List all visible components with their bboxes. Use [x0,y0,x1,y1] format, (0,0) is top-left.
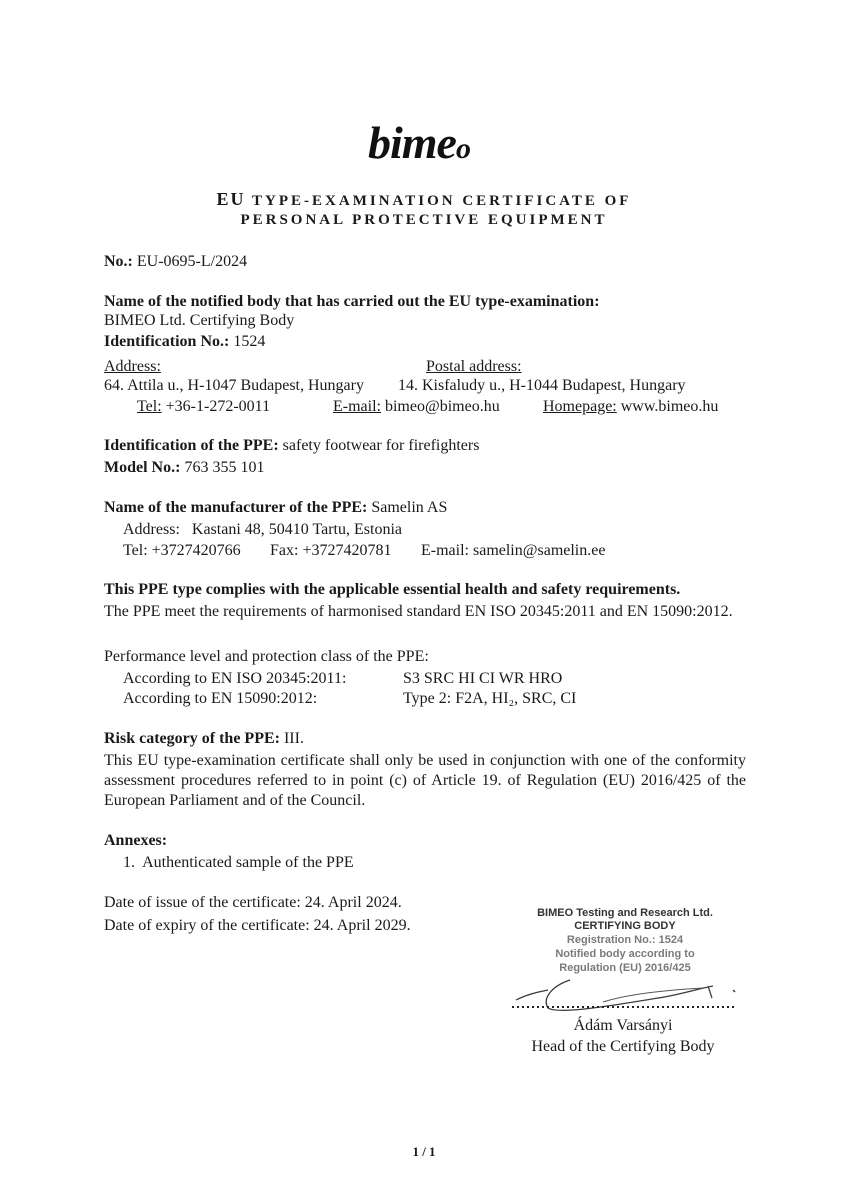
manufacturer-name: Name of the manufacturer of the PPE: Samelin AS [104,499,448,516]
performance-standard-1: According to EN ISO 20345:2011: [123,670,347,687]
address-label: Address: [104,358,161,375]
bimeo-logo: bimeo [368,117,470,168]
identification-number: Identification No.: 1524 [104,333,266,350]
stamp-line-1: BIMEO Testing and Research Ltd. [537,907,713,919]
compliance-text: The PPE meet the requirements of harmonised standard EN ISO 20345:2011 and EN 15090:2012. [104,603,733,620]
expiry-date: Date of expiry of the certificate: 24. April 2029. [104,917,411,934]
homepage: Homepage: www.bimeo.hu [543,398,719,415]
notified-body-heading: Name of the notified body that has carried out the EU type-examination: [104,293,600,310]
performance-standard-2: According to EN 15090:2012: [123,690,318,707]
ppe-identification: Identification of the PPE: safety footwear for firefighters [104,437,480,454]
signature-icon [508,968,748,1020]
postal-address-label: Postal address: [426,358,522,375]
signatory-name: Ádám Varsányi [573,1017,673,1034]
performance-value-1: S3 SRC HI CI WR HRO [403,670,563,687]
certificate-title-line2: PERSONAL PROTECTIVE EQUIPMENT [240,212,608,228]
performance-label: Performance level and protection class of the PPE: [104,648,429,665]
certificate-number: No.: EU-0695-L/2024 [104,253,248,270]
address-value: 64. Attila u., H-1047 Budapest, Hungary [104,377,364,394]
compliance-heading: This PPE type complies with the applicable essential health and safety requirements. [104,581,681,598]
email: E-mail: bimeo@bimeo.hu [333,398,500,415]
risk-text: This EU type-examination certificate shall only be used in conjunction with one of the conformity assessment procedures referred to in point (c) of Article 19. of Regulation (EU) 2016/425 of the European Parliament and of the Council. [104,752,746,809]
risk-category: Risk category of the PPE: III. [104,730,304,747]
manufacturer-tel: Tel: +3727420766 [123,542,241,559]
manufacturer-fax: Fax: +3727420781 [270,542,392,559]
signatory-title: Head of the Certifying Body [531,1038,715,1055]
manufacturer-email: E-mail: samelin@samelin.ee [421,542,606,559]
stamp-line-5: Regulation (EU) 2016/425 [559,962,691,974]
annex-item: 1. Authenticated sample of the PPE [123,854,354,871]
notified-body-name: BIMEO Ltd. Certifying Body [104,312,295,329]
stamp-line-3: Registration No.: 1524 [566,934,684,946]
certificate-title-line1: EU TYPE-EXAMINATION CERTIFICATE OF [216,189,632,209]
postal-address-value: 14. Kisfaludy u., H-1044 Budapest, Hungary [398,377,686,394]
signature-dotted-line [512,1004,736,1010]
stamp-line-4: Notified body according to [555,948,695,960]
performance-value-2: Type 2: F2A, HI₂, SRC, CI [403,690,577,707]
model-number: Model No.: 763 355 101 [104,459,265,476]
telephone: Tel: +36-1-272-0011 [137,398,271,415]
page-number: 1 / 1 [412,1144,436,1159]
manufacturer-address: Address: Kastani 48, 50410 Tartu, Estonia [123,521,402,538]
issue-date: Date of issue of the certificate: 24. April 2024. [104,894,402,911]
annexes-heading: Annexes: [104,832,168,849]
stamp-line-2: CERTIFYING BODY [574,920,676,932]
